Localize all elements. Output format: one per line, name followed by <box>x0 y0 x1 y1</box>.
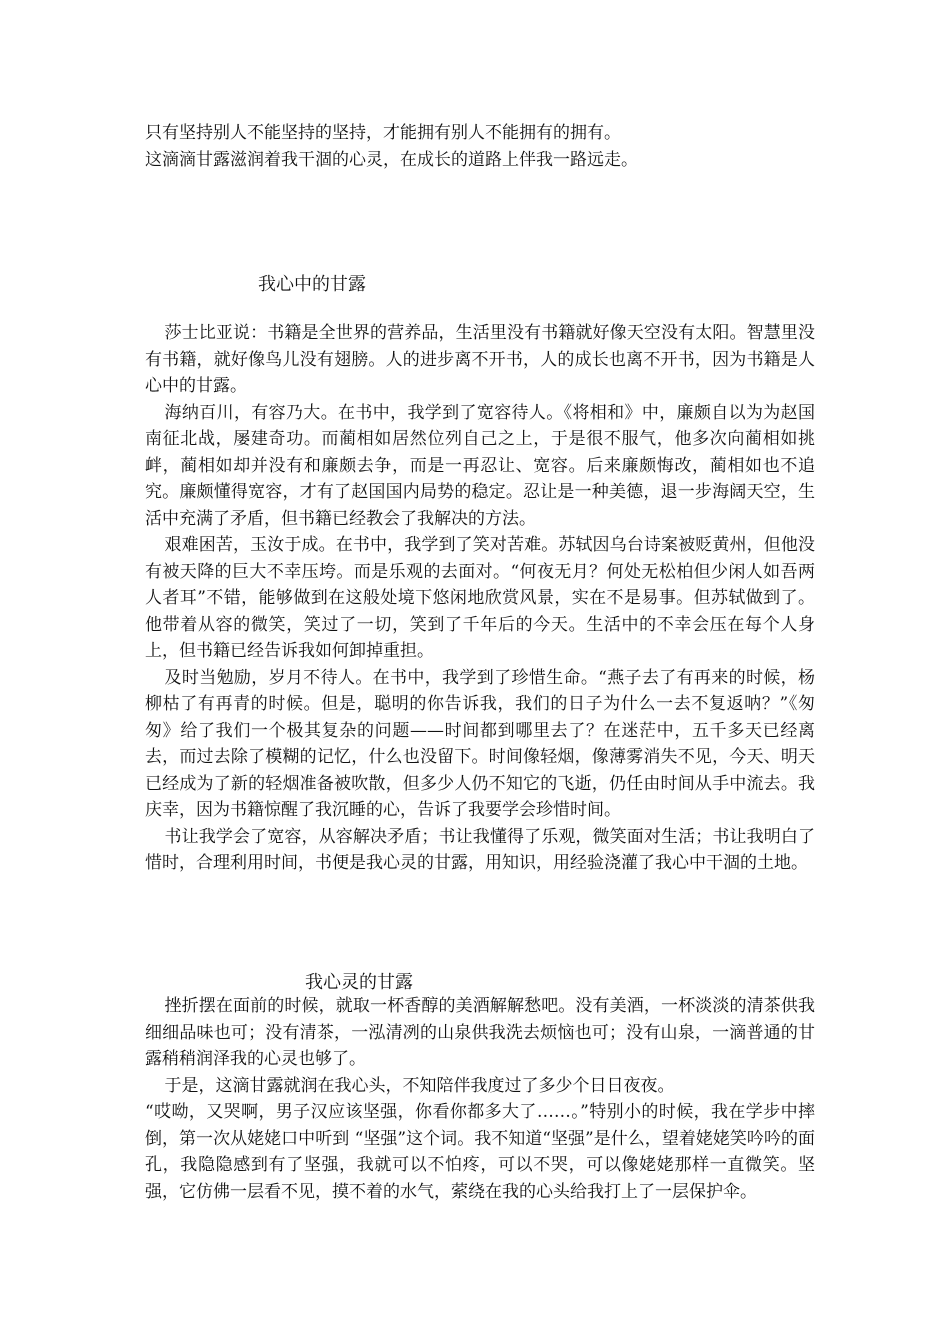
essay1-paragraph: 书让我学会了宽容，从容解决矛盾；书让我懂得了乐观，微笑面对生活；书让我明白了惜时，合理利用时间，书便是我心灵的甘露，用知识，用经验浇灌了我心中干涸的土地。 <box>145 826 815 873</box>
essay1-title: 我心中的甘露 <box>258 274 366 295</box>
essay2-paragraph: 挫折摆在面前的时候，就取一杯香醇的美酒解解愁吧。没有美酒，一杯淡淡的清茶供我细细品味也可；没有清茶，一泓清冽的山泉供我洗去烦恼也可；没有山泉，一滴普通的甘露稍稍润泽我的心灵也够了。 <box>145 996 815 1069</box>
essay1-body <box>145 320 815 877</box>
intro-section <box>145 120 815 173</box>
essay2-body <box>145 993 815 1205</box>
essay2-title: 我心灵的甘露 <box>305 972 413 993</box>
essay2-paragraph: 于是，这滴甘露就润在我心头，不知陪伴我度过了多少个日日夜夜。 <box>164 1075 675 1096</box>
essay2-paragraph: “哎呦，又哭啊，男子汉应该坚强，你看你都多大了……。”特别小的时候，我在学步中摔倒，第一次从姥姥口中听到 “坚强”这个词。我不知道“坚强”是什么，望着姥姥笑吟吟的面孔，我隐隐感到有了坚强，我就可以不怕疼，可以不哭，可以像姥姥那样一直微笑。坚强，它仿佛一层看不见，摸不着的水气，萦绕在我的心头给我打上了一层保护伞。 <box>145 1102 815 1202</box>
intro-line: 这滴滴甘露滋润着我干涸的心灵，在成长的道路上伴我一路远走。 <box>145 149 638 170</box>
essay1-paragraph: 莎士比亚说：书籍是全世界的营养品，生活里没有书籍就好像天空没有太阳。智慧里没有书籍，就好像鸟儿没有翅膀。人的进步离不开书，人的成长也离不开书，因为书籍是人心中的甘露。 <box>145 323 815 396</box>
essay1-paragraph: 艰难困苦，玉汝于成。在书中，我学到了笑对苦难。苏轼因乌台诗案被贬黄州，但他没有被天降的巨大不幸压垮。而是乐观的去面对。“何夜无月？何处无松柏但少闲人如吾两人者耳”不错，能够做到在这般处境下悠闲地欣赏风景，实在不是易事。但苏轼做到了。他带着从容的微笑，笑过了一切，笑到了千年后的今天。生活中的不幸会压在每个人身上，但书籍已经告诉我如何卸掉重担。 <box>145 535 815 661</box>
intro-line: 只有坚持别人不能坚持的坚持，才能拥有别人不能拥有的拥有。 <box>145 123 621 143</box>
essay1-paragraph: 海纳百川，有容乃大。在书中，我学到了宽容待人。《将相和》中，廉颇自以为为赵国南征北战，屡建奇功。而蔺相如居然位列自己之上，于是很不服气，他多次向蔺相如挑衅，蔺相如却并没有和廉颇去争，而是一再忍让、宽容。后来廉颇悔改，蔺相如也不追究。廉颇懂得宽容，才有了赵国国内局势的稳定。忍让是一种美德，退一步海阔天空，生活中充满了矛盾，但书籍已经教会了我解决的方法。 <box>145 402 815 529</box>
essay1-paragraph: 及时当勉励，岁月不待人。在书中，我学到了珍惜生命。“燕子去了有再来的时候，杨柳枯了有再青的时候。但是，聪明的你告诉我，我们的日子为什么一去不复返呐？”《匆匆》给了我们一个极其复杂的问题——时间都到哪里去了？在迷茫中，五千多天已经离去，而过去除了模糊的记忆，什么也没留下。时间像轻烟，像薄雾消失不见，今天、明天已经成为了新的轻烟准备被吹散，但多少人仍不知它的飞逝，仍任由时间从手中流去。我庆幸，因为书籍惊醒了我沉睡的心，告诉了我要学会珍惜时间。 <box>145 667 815 820</box>
